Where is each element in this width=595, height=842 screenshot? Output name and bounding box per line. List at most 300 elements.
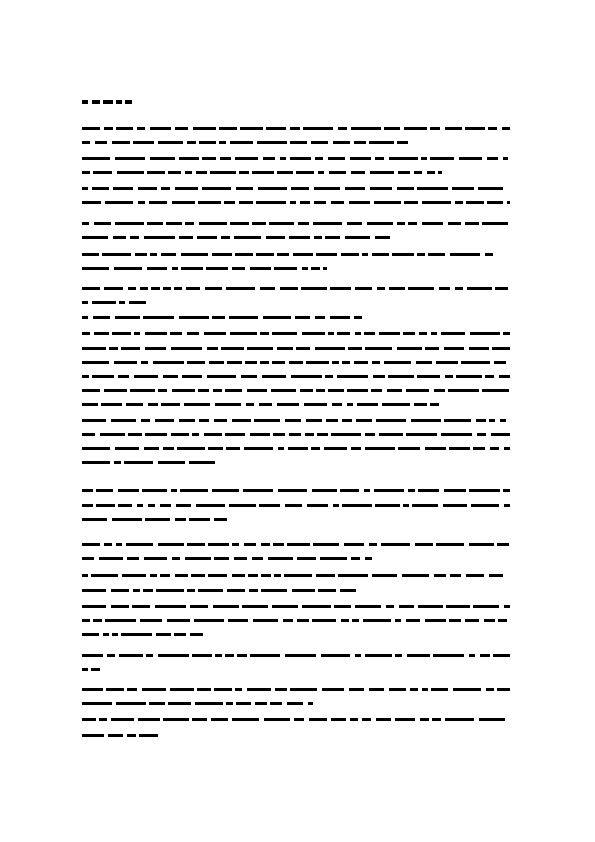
text-word bbox=[290, 157, 311, 160]
text-word bbox=[113, 187, 133, 190]
text-word bbox=[259, 403, 272, 406]
text-word bbox=[117, 171, 144, 174]
text-word bbox=[264, 718, 290, 721]
text-word bbox=[284, 574, 312, 577]
text-word bbox=[287, 702, 303, 705]
text-word bbox=[93, 619, 102, 622]
text-word bbox=[503, 157, 508, 160]
text-word bbox=[410, 688, 418, 691]
text-word bbox=[255, 702, 267, 705]
text-word bbox=[148, 403, 158, 406]
text-word bbox=[403, 332, 415, 335]
text-word bbox=[411, 419, 441, 422]
text-word bbox=[237, 654, 247, 657]
text-word bbox=[351, 127, 381, 130]
text-word bbox=[465, 127, 485, 130]
text-word bbox=[192, 654, 212, 657]
text-word bbox=[82, 605, 106, 608]
text-word bbox=[166, 222, 182, 225]
text-word bbox=[91, 574, 118, 577]
text-word bbox=[82, 518, 107, 521]
text-word bbox=[94, 332, 109, 335]
text-word bbox=[450, 574, 461, 577]
text-word bbox=[326, 419, 338, 422]
text-word bbox=[467, 287, 492, 290]
text-word bbox=[149, 201, 167, 204]
text-word bbox=[82, 141, 90, 144]
text-word bbox=[155, 605, 186, 608]
text-word bbox=[225, 389, 242, 392]
text-word bbox=[82, 654, 103, 657]
text-word bbox=[315, 157, 323, 160]
text-word bbox=[82, 433, 95, 436]
text-word bbox=[175, 187, 198, 190]
text-word bbox=[145, 332, 167, 335]
text-word bbox=[376, 718, 391, 721]
text-word bbox=[213, 605, 239, 608]
text-word bbox=[397, 187, 414, 190]
text-word bbox=[306, 361, 329, 364]
text-word bbox=[322, 688, 344, 691]
text-word bbox=[445, 127, 462, 130]
text-word bbox=[494, 361, 506, 364]
text-word bbox=[262, 375, 286, 378]
text-word bbox=[82, 619, 90, 622]
text-word bbox=[82, 375, 89, 378]
text-word bbox=[249, 589, 258, 592]
text-word bbox=[315, 347, 345, 350]
text-word bbox=[199, 419, 209, 422]
text-word bbox=[388, 375, 414, 378]
text-word bbox=[316, 574, 335, 577]
text-word bbox=[227, 361, 242, 364]
text-word bbox=[311, 141, 328, 144]
text-word bbox=[349, 688, 364, 691]
text-word bbox=[351, 447, 361, 450]
text-word bbox=[432, 718, 441, 721]
text-word bbox=[105, 201, 133, 204]
text-word bbox=[489, 419, 495, 422]
text-word bbox=[219, 127, 237, 130]
text-word bbox=[150, 253, 157, 256]
text-word bbox=[112, 633, 118, 636]
text-word bbox=[186, 287, 200, 290]
text-word bbox=[500, 419, 506, 422]
text-word bbox=[449, 447, 470, 450]
text-word bbox=[82, 668, 88, 671]
text-word bbox=[172, 389, 195, 392]
text-word bbox=[179, 419, 195, 422]
text-word bbox=[300, 201, 310, 204]
text-word bbox=[174, 633, 186, 636]
text-word bbox=[434, 574, 446, 577]
text-word bbox=[333, 141, 350, 144]
text-word bbox=[232, 419, 251, 422]
text-word bbox=[305, 433, 314, 436]
text-word bbox=[434, 389, 445, 392]
text-word bbox=[266, 127, 286, 130]
text-word bbox=[145, 347, 166, 350]
text-word bbox=[278, 489, 307, 492]
text-word bbox=[357, 403, 378, 406]
text-word bbox=[82, 171, 90, 174]
text-word bbox=[295, 316, 310, 319]
text-word bbox=[362, 718, 371, 721]
text-word bbox=[116, 127, 133, 130]
text-word bbox=[497, 543, 509, 546]
text-word bbox=[372, 253, 389, 256]
text-word bbox=[92, 375, 114, 378]
text-word bbox=[82, 419, 106, 422]
text-word bbox=[202, 187, 231, 190]
text-word bbox=[116, 702, 146, 705]
text-word bbox=[172, 201, 195, 204]
text-word bbox=[114, 361, 137, 364]
text-word bbox=[207, 347, 218, 350]
text-word bbox=[213, 389, 222, 392]
text-word bbox=[302, 332, 325, 335]
text-word bbox=[372, 574, 397, 577]
text-word bbox=[229, 504, 256, 507]
text-word bbox=[387, 389, 402, 392]
text-word bbox=[139, 734, 158, 737]
text-word bbox=[288, 447, 308, 450]
text-word bbox=[311, 447, 320, 450]
text-word bbox=[418, 605, 443, 608]
text-word bbox=[355, 654, 361, 657]
text-word bbox=[314, 201, 326, 204]
text-word bbox=[444, 489, 466, 492]
text-word bbox=[312, 619, 336, 622]
text-word bbox=[163, 375, 178, 378]
text-word bbox=[158, 461, 185, 464]
text-word bbox=[422, 222, 443, 225]
text-word bbox=[328, 332, 334, 335]
text-word bbox=[82, 127, 100, 130]
text-word bbox=[371, 389, 382, 392]
text-word bbox=[445, 375, 453, 378]
text-word bbox=[142, 688, 166, 691]
text-word bbox=[111, 718, 134, 721]
text-word bbox=[425, 447, 446, 450]
text-word bbox=[198, 389, 209, 392]
text-word bbox=[347, 389, 368, 392]
text-word bbox=[212, 489, 239, 492]
text-word bbox=[430, 403, 439, 406]
text-word bbox=[461, 361, 490, 364]
text-word bbox=[260, 332, 269, 335]
text-word bbox=[459, 157, 482, 160]
text-word bbox=[161, 187, 170, 190]
text-word bbox=[146, 654, 153, 657]
text-word bbox=[171, 489, 177, 492]
text-word bbox=[198, 201, 221, 204]
text-word bbox=[82, 389, 100, 392]
text-word bbox=[289, 236, 310, 239]
text-word bbox=[291, 375, 322, 378]
text-word bbox=[406, 619, 420, 622]
text-word bbox=[82, 589, 106, 592]
text-word bbox=[82, 236, 108, 239]
text-word bbox=[219, 141, 226, 144]
text-word bbox=[82, 557, 94, 560]
text-word bbox=[144, 236, 175, 239]
text-word bbox=[261, 543, 270, 546]
text-word bbox=[132, 605, 150, 608]
text-word bbox=[121, 633, 152, 636]
text-word bbox=[277, 347, 293, 350]
text-word bbox=[470, 332, 500, 335]
text-word bbox=[245, 361, 257, 364]
text-word bbox=[198, 589, 223, 592]
text-word bbox=[395, 718, 415, 721]
text-word bbox=[355, 287, 372, 290]
text-word bbox=[414, 403, 427, 406]
text-word bbox=[374, 201, 401, 204]
text-word bbox=[168, 171, 181, 174]
text-word bbox=[329, 171, 346, 174]
text-word bbox=[482, 389, 509, 392]
text-word bbox=[425, 619, 446, 622]
text-word bbox=[408, 489, 415, 492]
text-word bbox=[330, 287, 351, 290]
text-word bbox=[111, 589, 129, 592]
text-word bbox=[487, 201, 503, 204]
text-word bbox=[239, 171, 249, 174]
text-word bbox=[100, 433, 125, 436]
text-word bbox=[488, 127, 497, 130]
text-word bbox=[285, 504, 302, 507]
text-word bbox=[133, 589, 140, 592]
text-word bbox=[145, 518, 170, 521]
text-word bbox=[301, 287, 327, 290]
text-word bbox=[471, 504, 499, 507]
text-word bbox=[274, 574, 281, 577]
text-word bbox=[232, 574, 245, 577]
text-word bbox=[230, 222, 249, 225]
text-word bbox=[197, 688, 211, 691]
text-word bbox=[202, 157, 216, 160]
text-word bbox=[275, 688, 287, 691]
text-word bbox=[492, 347, 510, 350]
text-word bbox=[355, 605, 381, 608]
text-word bbox=[341, 253, 359, 256]
text-word bbox=[386, 605, 394, 608]
text-word bbox=[103, 633, 109, 636]
text-word bbox=[330, 316, 350, 319]
text-word bbox=[272, 605, 298, 608]
text-word bbox=[376, 419, 406, 422]
text-word bbox=[268, 557, 293, 560]
text-word bbox=[421, 157, 427, 160]
text-word bbox=[82, 332, 90, 335]
text-word bbox=[234, 557, 247, 560]
text-word bbox=[206, 267, 228, 270]
text-word bbox=[484, 619, 495, 622]
text-word bbox=[102, 253, 131, 256]
text-word bbox=[115, 222, 144, 225]
text-word bbox=[373, 375, 385, 378]
text-word bbox=[504, 605, 510, 608]
text-word bbox=[177, 447, 205, 450]
text-word bbox=[436, 361, 458, 364]
text-word bbox=[130, 389, 155, 392]
text-word bbox=[450, 253, 480, 256]
text-word bbox=[350, 157, 371, 160]
text-word bbox=[456, 375, 482, 378]
text-word bbox=[406, 389, 429, 392]
text-word bbox=[156, 633, 171, 636]
text-word bbox=[302, 267, 308, 270]
text-word bbox=[427, 171, 435, 174]
text-word bbox=[210, 171, 236, 174]
text-word bbox=[485, 253, 493, 256]
text-word bbox=[160, 504, 171, 507]
text-word bbox=[129, 301, 146, 304]
text-word bbox=[82, 347, 106, 350]
text-word bbox=[418, 489, 439, 492]
text-word bbox=[260, 287, 275, 290]
text-word bbox=[356, 419, 372, 422]
text-word bbox=[170, 688, 194, 691]
text-word bbox=[114, 267, 142, 270]
text-word bbox=[365, 347, 392, 350]
text-word bbox=[230, 332, 257, 335]
text-word bbox=[441, 332, 465, 335]
text-word bbox=[168, 702, 191, 705]
text-word bbox=[207, 375, 236, 378]
text-word bbox=[225, 433, 245, 436]
text-word bbox=[82, 222, 89, 225]
text-word bbox=[104, 389, 127, 392]
text-word bbox=[340, 489, 359, 492]
text-word bbox=[253, 619, 278, 622]
text-word bbox=[369, 141, 394, 144]
text-word bbox=[430, 127, 440, 130]
text-word bbox=[141, 419, 150, 422]
text-word bbox=[252, 557, 263, 560]
text-word bbox=[342, 504, 372, 507]
text-word bbox=[303, 127, 333, 130]
text-word bbox=[82, 287, 100, 290]
text-word bbox=[316, 253, 337, 256]
text-word bbox=[214, 557, 229, 560]
text-word bbox=[399, 605, 414, 608]
text-word bbox=[143, 589, 153, 592]
text-word bbox=[150, 157, 175, 160]
text-word bbox=[254, 419, 280, 422]
text-word bbox=[367, 222, 393, 225]
text-word bbox=[192, 718, 207, 721]
text-word bbox=[82, 361, 109, 364]
text-word bbox=[422, 201, 451, 204]
text-word bbox=[503, 489, 510, 492]
text-word bbox=[212, 253, 232, 256]
text-word bbox=[280, 287, 298, 290]
text-word bbox=[365, 557, 372, 560]
text-word bbox=[258, 187, 287, 190]
text-word bbox=[256, 201, 286, 204]
text-word bbox=[82, 447, 110, 450]
text-word bbox=[187, 543, 205, 546]
text-word bbox=[285, 654, 316, 657]
text-word bbox=[224, 201, 235, 204]
text-word bbox=[332, 361, 339, 364]
text-word bbox=[487, 157, 498, 160]
text-word bbox=[236, 187, 253, 190]
text-word bbox=[118, 504, 132, 507]
text-word bbox=[283, 619, 293, 622]
text-word bbox=[408, 222, 417, 225]
text-word bbox=[431, 332, 437, 335]
text-word bbox=[141, 361, 148, 364]
text-word bbox=[290, 688, 317, 691]
text-word bbox=[404, 201, 418, 204]
text-word bbox=[490, 447, 499, 450]
text-word bbox=[175, 127, 188, 130]
text-word bbox=[82, 301, 88, 304]
text-word bbox=[398, 171, 410, 174]
text-word bbox=[247, 688, 271, 691]
text-word bbox=[328, 157, 345, 160]
text-word bbox=[226, 287, 255, 290]
text-word bbox=[187, 332, 199, 335]
text-word bbox=[221, 347, 244, 350]
text-word bbox=[504, 447, 510, 450]
text-word bbox=[287, 543, 310, 546]
text-word bbox=[397, 141, 408, 144]
text-word bbox=[158, 389, 167, 392]
text-word bbox=[313, 222, 342, 225]
text-word bbox=[104, 287, 123, 290]
text-word bbox=[302, 605, 331, 608]
text-word bbox=[250, 267, 271, 270]
text-word bbox=[381, 543, 410, 546]
text-word bbox=[133, 141, 154, 144]
text-word bbox=[240, 127, 263, 130]
text-word bbox=[370, 171, 394, 174]
text-word bbox=[272, 332, 297, 335]
text-word bbox=[270, 702, 282, 705]
text-word bbox=[187, 141, 196, 144]
text-word bbox=[448, 389, 479, 392]
text-word bbox=[82, 574, 88, 577]
text-word bbox=[158, 141, 183, 144]
text-word bbox=[172, 267, 178, 270]
text-word bbox=[151, 287, 160, 290]
text-word bbox=[297, 557, 316, 560]
text-word bbox=[212, 316, 225, 319]
text-word bbox=[441, 433, 472, 436]
text-word bbox=[181, 253, 208, 256]
text-word bbox=[430, 157, 454, 160]
text-word bbox=[374, 489, 404, 492]
text-word bbox=[236, 702, 251, 705]
text-word bbox=[229, 316, 258, 319]
text-word bbox=[269, 222, 294, 225]
text-word bbox=[149, 702, 165, 705]
text-word bbox=[412, 504, 438, 507]
text-word bbox=[318, 171, 324, 174]
text-word bbox=[93, 171, 112, 174]
text-word bbox=[362, 253, 368, 256]
text-word bbox=[82, 504, 93, 507]
text-word bbox=[389, 157, 418, 160]
text-word bbox=[502, 127, 510, 130]
text-word bbox=[291, 187, 309, 190]
text-word bbox=[351, 557, 360, 560]
text-word bbox=[119, 654, 143, 657]
